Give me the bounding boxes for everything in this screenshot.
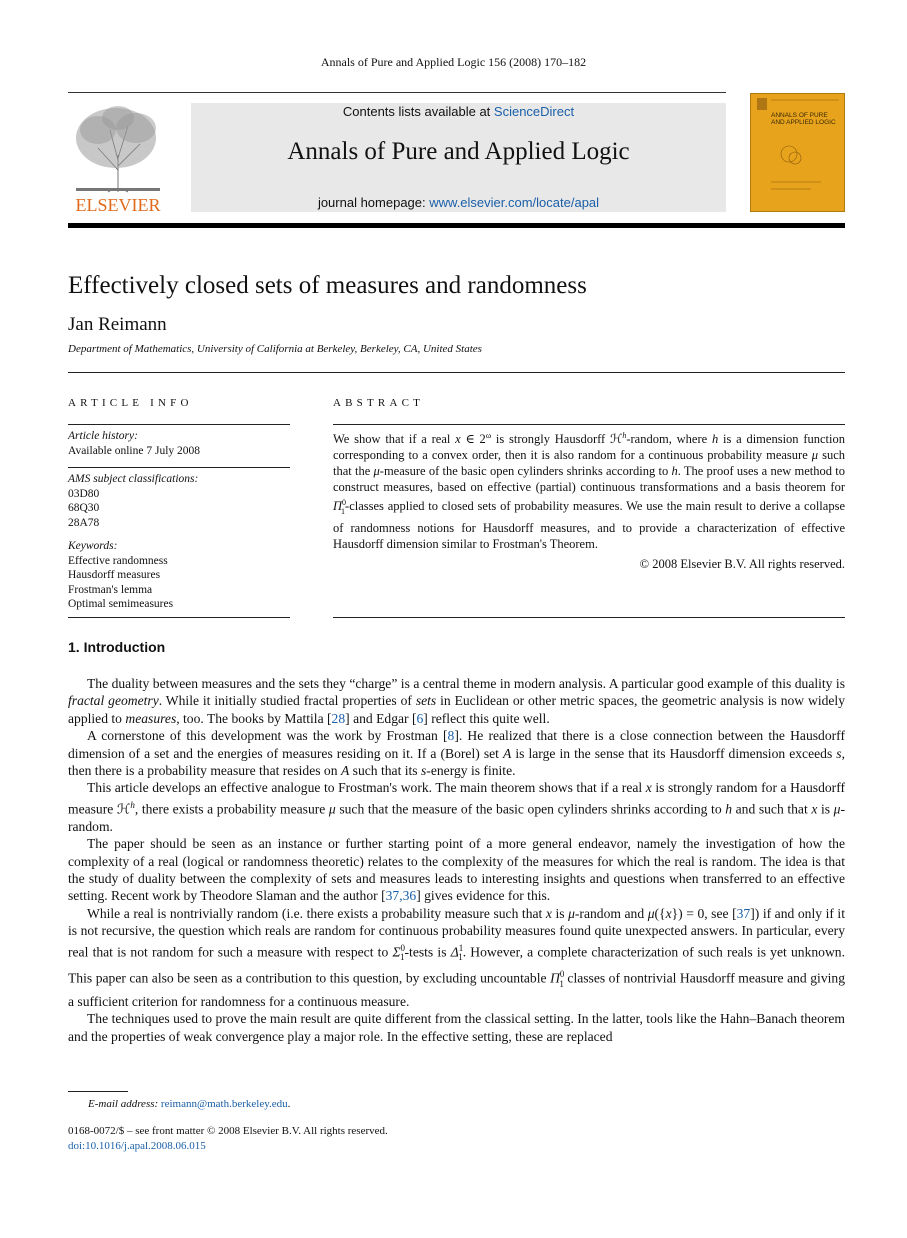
contents-line bbox=[191, 104, 726, 119]
homepage-prefix: journal homepage: bbox=[317, 195, 430, 210]
intro-paragraph: The duality between measures and the sets they “charge” is a central theme in modern analysis. A particular good example of this duality is fractal geometry. While it initially studied fractal properties of sets in Euclidean or other metric spaces, the geometric analysis is now widely applied to measures, too. The books by Mattila [28] and Edgar [6] reflect this quite well. bbox=[68, 676, 846, 726]
abstract-copyright: © 2008 Elsevier B.V. All rights reserved. bbox=[639, 557, 845, 571]
ams-label: AMS subject classifications: bbox=[68, 473, 199, 485]
intro-heading: 1. Introduction bbox=[68, 639, 166, 655]
history-rule bbox=[68, 467, 290, 468]
journal-name: Annals of Pure and Applied Logic bbox=[287, 138, 630, 165]
intro-paragraph: The techniques used to prove the main result are quite different from the classical setting. In the latter, tools like the Hahn–Banach theorem and the properties of weak convergence play a major role. In the effective setting, these are replaced bbox=[68, 1011, 845, 1044]
doi-link[interactable]: doi:10.1016/j.apal.2008.06.015 bbox=[68, 1140, 206, 1152]
title-rule bbox=[68, 372, 845, 373]
article-info-rule bbox=[68, 424, 290, 425]
intro-body bbox=[68, 675, 845, 1045]
email-link[interactable]: reimann@math.berkeley.edu bbox=[160, 1098, 288, 1110]
keywords-block bbox=[68, 539, 290, 612]
svg-text:ELSEVIER: ELSEVIER bbox=[75, 195, 161, 215]
ams-classifications bbox=[68, 472, 290, 530]
article-title: Effectively closed sets of measures and randomness bbox=[68, 272, 587, 299]
article-info-bottom-rule bbox=[68, 617, 290, 618]
homepage-link[interactable]: www.elsevier.com/locate/apal bbox=[429, 195, 600, 210]
article-history bbox=[68, 429, 290, 458]
footnote-rule bbox=[68, 1091, 128, 1092]
keyword-item: Frostman's lemma bbox=[68, 583, 153, 596]
article-author: Jan Reimann bbox=[68, 314, 167, 335]
journal-citation: Annals of Pure and Applied Logic 156 (2008) 170–182 bbox=[320, 55, 587, 69]
issn-line: 0168-0072/$ – see front matter © 2008 Elsevier B.V. All rights reserved. bbox=[68, 1125, 388, 1137]
journal-cover bbox=[750, 93, 845, 212]
header-rule bbox=[68, 92, 726, 93]
keyword-item: Effective randomness bbox=[68, 554, 168, 567]
email-label: E-mail address: bbox=[88, 1098, 159, 1110]
keyword-item: Optimal semimeasures bbox=[68, 598, 174, 610]
masthead-rule bbox=[68, 223, 845, 228]
author-affiliation: Department of Mathematics, University of California at Berkeley, Berkeley, CA, United States bbox=[68, 343, 482, 355]
intro-paragraph: This article develops an effective analogue to Frostman's work. The main theorem shows that if a real x is strongly random for a Hausdorff measure ℋ$^h$, there exists a probability measure μ such that the measure of the basic open cylinders shrinks according to h and such that x is μ-random. bbox=[68, 780, 845, 834]
intro-paragraph: While a real is nontrivially random (i.e. there exists a probability measure such that x is μ-random and μ({x}) = 0, see [37]) if and only if it is not recursive, the question which reals are random for continuous probability measures found quite unexpected answers. In particular, every real that is not random for such a measure with respect to $\Sigma^0_1$-tests is $\Delta^1_1$. However, a complete characterization of such reals is yet unknown. This paper can also be seen as a contribution to this question, by excluding uncountable $\Pi^0_1$ classes of nontrivial Hausdorff measure and giving a sufficient criterion for randomness for a continuous measure. bbox=[68, 905, 845, 1009]
intro-paragraph: The paper should be seen as an instance or further starting point of a more general endeavor, namely the investigation of how the complexity of a real (logical or randomness theoretic) relates to the complexity of the measures for which the real is random. The idea is that the study of duality between the complexity of sets and measures leads to interesting insights and questions when transferred to an effective setting. Recent work by Theodore Slaman and the author [37,36] gives evidence for this. bbox=[68, 836, 845, 904]
abstract-text: We show that if a real x ∈ $2^\omega$ is strongly Hausdorff ℋ$^h$-random, where h is a dimension function corresponding to a convex order, then it is also random for a continuous probability measure μ such that the μ-measure of the basic open cylinders shrinks according to h. The proof uses a new method to construct measures, based on effective (partial) continuous transformations and a basis theorem for $\Pi^0_1$-classes applied to closed sets of probability measures. We use the main result to derive a collapse of randomness notions for Hausdorff measures, and to provide a characterization of effective Hausdorff dimension similar to Frostman's Theorem. bbox=[333, 431, 845, 551]
abstract-bottom-rule bbox=[333, 617, 845, 618]
abstract-rule bbox=[333, 424, 845, 425]
history-label: Article history: bbox=[68, 430, 138, 442]
cover-title: ANNALS OF PURE AND APPLIED LOGIC bbox=[771, 112, 836, 126]
abstract-heading: ABSTRACT bbox=[333, 397, 425, 409]
ams-code: 68Q30 bbox=[68, 502, 100, 514]
keywords-label: Keywords: bbox=[68, 540, 118, 552]
email-footnote: E-mail address: reimann@math.berkeley.edu. bbox=[88, 1098, 291, 1110]
keyword-item: Hausdorff measures bbox=[68, 569, 161, 581]
tree-icon bbox=[68, 100, 168, 216]
ams-code: 03D80 bbox=[68, 487, 100, 500]
elsevier-logo bbox=[68, 100, 168, 216]
history-value: Available online 7 July 2008 bbox=[68, 444, 201, 457]
homepage-line bbox=[191, 195, 726, 210]
contents-prefix: Contents lists available at bbox=[342, 104, 494, 119]
sciencedirect-link[interactable]: ScienceDirect bbox=[493, 104, 575, 119]
cover-art-icon bbox=[751, 94, 844, 211]
intro-paragraph: A cornerstone of this development was the work by Frostman [8]. He realized that there is a close connection between the Hausdorff dimension of a set and the energies of measures residing on it. If a (Borel) set A is large in the sense that its Hausdorff dimension exceeds s, then there is a probability measure that resides on A such that its s-energy is finite. bbox=[68, 728, 845, 779]
article-info-heading: ARTICLE INFO bbox=[68, 397, 193, 409]
ams-code: 28A78 bbox=[68, 516, 100, 529]
